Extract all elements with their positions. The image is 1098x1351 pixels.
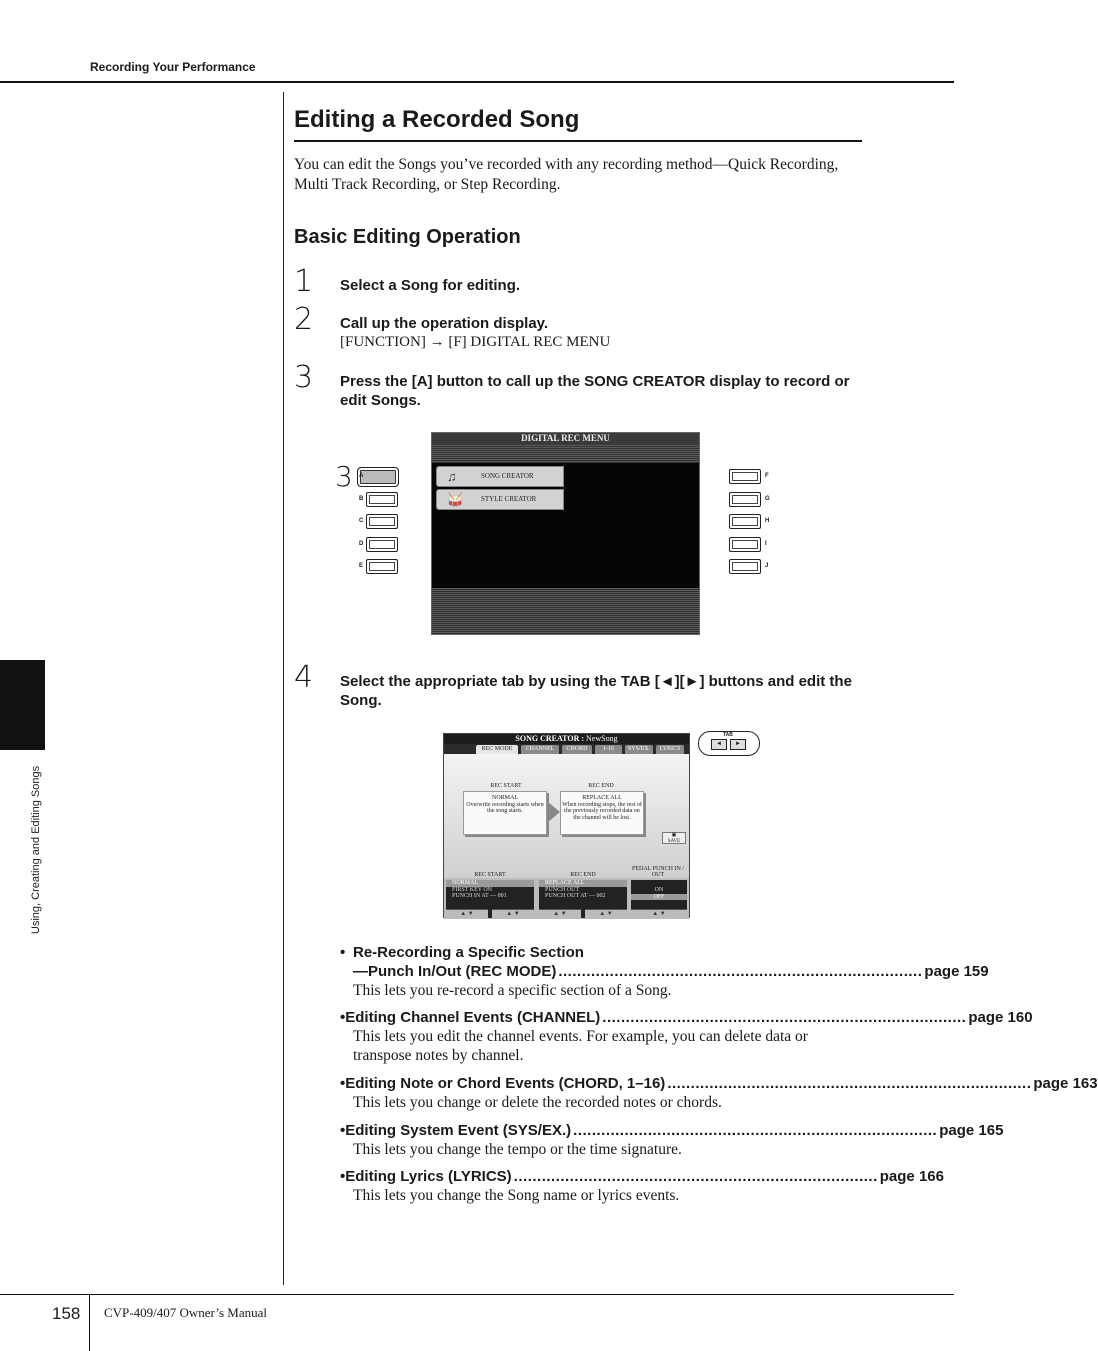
manual-name: CVP-409/407 Owner’s Manual xyxy=(104,1305,267,1320)
tab-right-button[interactable]: ► xyxy=(730,739,746,750)
tab-control xyxy=(698,731,760,756)
button-h[interactable] xyxy=(729,514,761,529)
button-e[interactable] xyxy=(366,559,398,574)
menu-item-label: SONG CREATOR xyxy=(481,472,534,480)
button-f[interactable] xyxy=(729,469,761,484)
step-subtext: [FUNCTION] → [F] DIGITAL REC MENU xyxy=(340,334,611,350)
intro-paragraph: You can edit the Songs you’ve recorded with any recording method—Quick Recording, Multi Track Recording, or Step Recording. xyxy=(294,156,839,193)
screen-title: SONG CREATOR : NewSong xyxy=(444,734,689,744)
menu-item-label: STYLE CREATOR xyxy=(481,495,537,503)
save-icon: ▣ xyxy=(671,833,677,838)
title-rule xyxy=(294,140,862,142)
bullet-rec-mode: • Re-Recording a Specific Section —Punch In/Out (REC MODE) .............................................................................. page 159 This lets you re-record a specific section of a Song. xyxy=(340,944,989,999)
panel-label: REC START xyxy=(474,872,506,878)
button-label: G xyxy=(765,496,770,502)
up-down-arrow-icon[interactable]: ▲ ▼ xyxy=(585,909,627,918)
tab-lyrics[interactable]: LYRICS xyxy=(656,745,684,754)
button-label: B xyxy=(359,496,364,502)
tab-channel[interactable]: CHANNEL xyxy=(521,745,559,754)
rec-end-info: REPLACE ALL When recording stops, the rest of the previously recorded data on the channel will be lost. xyxy=(560,791,644,835)
tab-rec-mode[interactable]: REC MODE xyxy=(476,745,518,754)
page-link[interactable]: page 159 xyxy=(924,963,989,980)
rec-start-info: NORMAL Overwrite recording starts when the song starts. xyxy=(463,791,547,835)
rec-end-panel[interactable]: REPLACE ALL PUNCH OUT PUNCH OUT AT — 002 ▲ ▼ ▲ ▼ xyxy=(539,880,627,918)
save-button[interactable]: ▣ SAVE xyxy=(662,832,686,844)
digital-rec-menu-screen xyxy=(431,432,700,635)
screen-footer-stripe xyxy=(432,588,699,634)
page-title: Editing a Recorded Song xyxy=(294,106,580,133)
page-number: 158 xyxy=(52,1304,81,1323)
button-j[interactable] xyxy=(729,559,761,574)
bullet-lyrics: • Editing Lyrics (LYRICS) .............................................................................. page 166 This lets you change the Song name or lyrics events. xyxy=(340,1168,944,1204)
step-number: 4 xyxy=(294,660,314,695)
tab-left-button[interactable]: ◄ xyxy=(711,739,727,750)
step-number: 3 xyxy=(294,360,314,395)
tab-chord[interactable]: CHORD xyxy=(562,745,592,754)
up-down-arrow-icon[interactable]: ▲ ▼ xyxy=(446,909,488,918)
tab-bar xyxy=(444,744,689,754)
drum-icon: 🥁 xyxy=(447,492,464,507)
bullet-chord: • Editing Note or Chord Events (CHORD, 1–16) .............................................................................. page 163 This lets you change or delete the recorded notes or chords. xyxy=(340,1075,1098,1111)
rec-start-panel[interactable]: NORMAL FIRST KEY ON PUNCH IN AT — 001 ▲ ▼ ▲ ▼ xyxy=(446,880,534,918)
button-label: H xyxy=(765,518,770,524)
step-text: Call up the operation display. xyxy=(340,315,549,332)
song-creator-screen xyxy=(443,733,690,918)
section-heading: Basic Editing Operation xyxy=(294,226,521,248)
page-link[interactable]: page 166 xyxy=(879,1168,944,1185)
column-divider xyxy=(283,92,284,1285)
step-number: 2 xyxy=(294,302,314,337)
callout-number: 3 xyxy=(335,460,353,493)
panel-label: REC END xyxy=(570,872,596,878)
arrow-right-icon xyxy=(548,802,560,822)
footer-divider xyxy=(89,1294,90,1351)
header-rule xyxy=(0,81,954,83)
button-d[interactable] xyxy=(366,537,398,552)
screen-body xyxy=(444,754,689,878)
screen-title: DIGITAL REC MENU xyxy=(432,433,699,445)
chapter-tab-label: Using, Creating and Editing Songs xyxy=(30,765,42,935)
music-note-icon: ♫ xyxy=(447,469,457,484)
button-b[interactable] xyxy=(366,492,398,507)
chapter-tab xyxy=(0,660,45,750)
bullet-sys-ex: • Editing System Event (SYS/EX.) .............................................................................. page 165 This lets you change the tempo or the time signature. xyxy=(340,1122,1004,1158)
button-c[interactable] xyxy=(366,514,398,529)
rec-end-label: REC END xyxy=(588,783,614,789)
menu-item-style-creator[interactable] xyxy=(436,489,564,510)
page-link[interactable]: page 160 xyxy=(968,1009,1033,1026)
footer-rule xyxy=(0,1294,954,1295)
button-g[interactable] xyxy=(729,492,761,507)
button-label: F xyxy=(765,473,769,479)
panel-label: PEDAL PUNCH IN / OUT xyxy=(632,866,684,878)
up-down-arrow-icon[interactable]: ▲ ▼ xyxy=(492,909,534,918)
rec-start-label: REC START xyxy=(490,783,522,789)
bullet-channel: • Editing Channel Events (CHANNEL) .............................................................................. page 160 This lets you edit the channel events. For example, you can delete data or transpose notes by channel. xyxy=(340,1009,1033,1064)
step-text: Press the [A] button to call up the SONG CREATOR display to record or edit Songs. xyxy=(340,373,850,409)
step-text: Select the appropriate tab by using the TAB [◄][►] buttons and edit the Song. xyxy=(340,673,852,709)
up-down-arrow-icon[interactable]: ▲ ▼ xyxy=(539,909,581,918)
up-down-arrow-icon[interactable]: ▲ ▼ xyxy=(631,909,687,918)
button-label: J xyxy=(765,563,769,569)
button-label: C xyxy=(359,518,364,524)
button-label: I xyxy=(765,541,767,547)
button-label: A xyxy=(359,473,364,479)
step-number: 1 xyxy=(294,264,314,299)
pedal-punch-panel[interactable]: ON OFF ▲ ▼ xyxy=(631,880,687,918)
tab-sys-ex[interactable]: SYS/EX. xyxy=(625,745,653,754)
tab-control-label: TAB xyxy=(723,732,733,738)
page-link[interactable]: page 163 xyxy=(1033,1075,1098,1092)
running-header: Recording Your Performance xyxy=(90,60,256,74)
tab-1-16[interactable]: 1-16 xyxy=(595,745,622,754)
button-i[interactable] xyxy=(729,537,761,552)
step-text: Select a Song for editing. xyxy=(340,277,521,294)
menu-item-song-creator[interactable] xyxy=(436,466,564,487)
page-link[interactable]: page 165 xyxy=(939,1122,1004,1139)
screen-stripe xyxy=(432,445,699,463)
button-label: E xyxy=(359,563,364,569)
button-label: D xyxy=(359,541,364,547)
